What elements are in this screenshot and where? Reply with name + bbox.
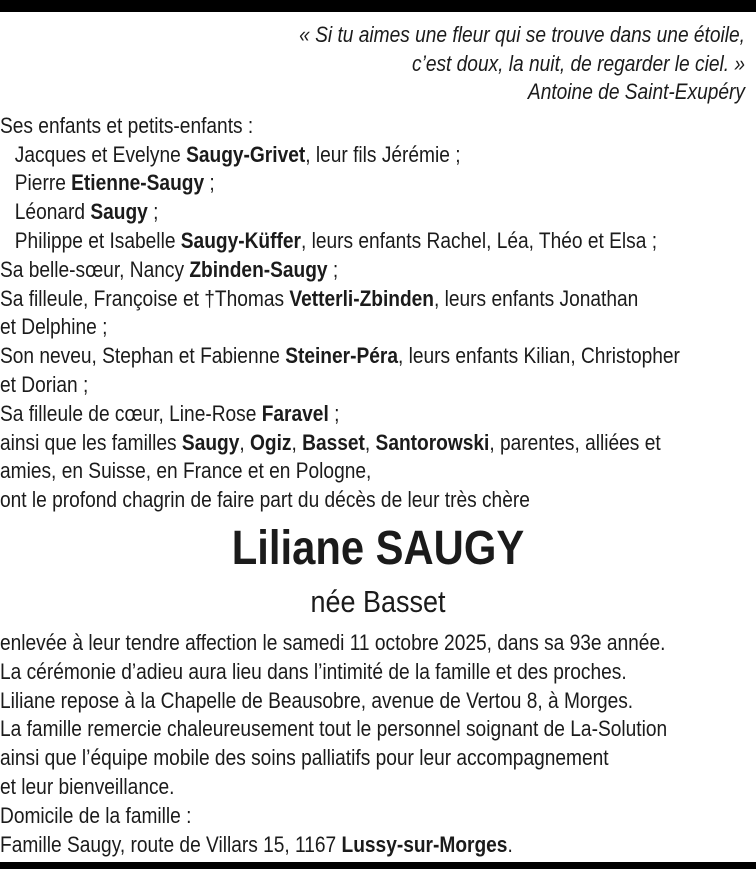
text-line — [0, 831, 658, 860]
text-run: Sa filleule de cœur, Line-Rose — [0, 400, 262, 426]
text-run: ; — [327, 256, 339, 282]
family-name-bold: Lussy-sur-Morges — [341, 831, 508, 857]
text-run: , parentes, alliées et — [489, 429, 661, 455]
text-run: Ses enfants et petits-enfants : — [0, 112, 254, 138]
family-name-bold: Ogiz — [250, 429, 292, 455]
family-name-bold: Basset — [302, 429, 365, 455]
deceased-name: Liliane SAUGY — [231, 521, 525, 575]
text-line — [0, 715, 668, 744]
text-run: Philippe et Isabelle — [14, 227, 181, 253]
text-run: Pierre — [14, 170, 72, 196]
text-run: Domicile de la famille : — [0, 802, 192, 828]
text-run: , leurs enfants Rachel, Léa, Théo et Elsa ; — [300, 227, 658, 253]
text-line — [0, 141, 658, 170]
family-name-bold: Etienne-Saugy — [71, 170, 205, 196]
family-list — [0, 112, 756, 515]
text-run: et Dorian ; — [0, 371, 89, 397]
text-line — [0, 371, 658, 400]
text-run: amies, en Suisse, en France et en Pologne, — [0, 458, 372, 484]
text-run: , — [364, 429, 376, 455]
family-name-bold: Saugy — [90, 199, 148, 225]
text-line — [0, 773, 658, 802]
family-name-bold: Faravel — [261, 400, 329, 426]
family-name-bold: Saugy-Küffer — [180, 227, 301, 253]
bottom-border-rule — [0, 862, 756, 869]
family-name-bold: Saugy-Grivet — [186, 141, 306, 167]
text-run: , — [291, 429, 303, 455]
text-run: ainsi que l’équipe mobile des soins palliatifs pour leur accompagnement — [0, 745, 609, 771]
text-run: Son neveu, Stephan et Fabienne — [0, 343, 286, 369]
text-run: enlevée à leur tendre affection le samedi 11 octobre 2025, dans sa 93e année. — [0, 629, 666, 655]
family-name-bold: Vetterli-Zbinden — [289, 285, 435, 311]
text-run: et leur bienveillance. — [0, 773, 175, 799]
family-name-bold: Steiner-Péra — [285, 343, 398, 369]
text-line — [0, 256, 658, 285]
text-run: et Delphine ; — [0, 314, 108, 340]
text-line — [0, 198, 658, 227]
text-run: Sa belle-sœur, Nancy — [0, 256, 190, 282]
text-line — [0, 429, 661, 458]
text-run: Liliane repose à la Chapelle de Beausobre, avenue de Vertou 8, à Morges. — [0, 687, 634, 713]
text-run: ; — [147, 199, 159, 225]
text-line — [0, 400, 658, 429]
text-line — [0, 658, 658, 687]
quote-line-1: « Si tu aimes une fleur qui se trouve dans une étoile, — [299, 22, 745, 47]
text-run: La famille remercie chaleureusement tout le personnel soignant de La-Solution — [0, 716, 668, 742]
text-line — [0, 169, 658, 198]
text-run: ; — [328, 400, 340, 426]
text-run: ; — [204, 170, 215, 196]
text-run: ont le profond chagrin de faire part du décès de leur très chère — [0, 487, 530, 513]
notice-content — [0, 21, 756, 859]
text-line — [0, 227, 658, 256]
family-name-bold: Santorowski — [375, 429, 490, 455]
quote-attribution: Antoine de Saint-Exupéry — [527, 79, 745, 105]
text-line — [0, 457, 658, 486]
top-border-rule — [0, 0, 756, 12]
text-run: , — [239, 429, 251, 455]
family-name-bold: Saugy — [181, 429, 240, 455]
text-run: , leurs enfants Jonathan — [434, 285, 639, 311]
text-run: Jacques et Evelyne — [14, 141, 187, 167]
text-run: , leurs enfants Kilian, Christopher — [397, 343, 680, 369]
text-line — [0, 744, 658, 773]
text-line — [0, 285, 658, 314]
text-line — [0, 802, 658, 831]
epigraph-quote — [0, 21, 756, 107]
text-run: , leur fils Jérémie ; — [305, 141, 461, 167]
family-name-bold: Zbinden-Saugy — [189, 256, 328, 282]
text-line — [0, 687, 658, 716]
text-run: La cérémonie d’adieu aura lieu dans l’intimité de la famille et des proches. — [0, 658, 627, 684]
announcement-details — [0, 629, 756, 859]
text-run: Famille Saugy, route de Villars 15, 1167 — [0, 831, 342, 857]
text-line — [0, 313, 658, 342]
text-line — [0, 629, 666, 658]
quote-line-2: c’est doux, la nuit, de regarder le ciel. » — [411, 50, 745, 76]
text-run: Léonard — [14, 199, 91, 225]
text-run: . — [507, 831, 513, 857]
text-line — [0, 112, 658, 141]
text-line — [0, 342, 680, 371]
maiden-name: née Basset — [310, 583, 446, 619]
text-run: Sa filleule, Françoise et †Thomas — [0, 285, 290, 311]
text-line — [0, 486, 658, 515]
text-run: ainsi que les familles — [0, 429, 182, 455]
